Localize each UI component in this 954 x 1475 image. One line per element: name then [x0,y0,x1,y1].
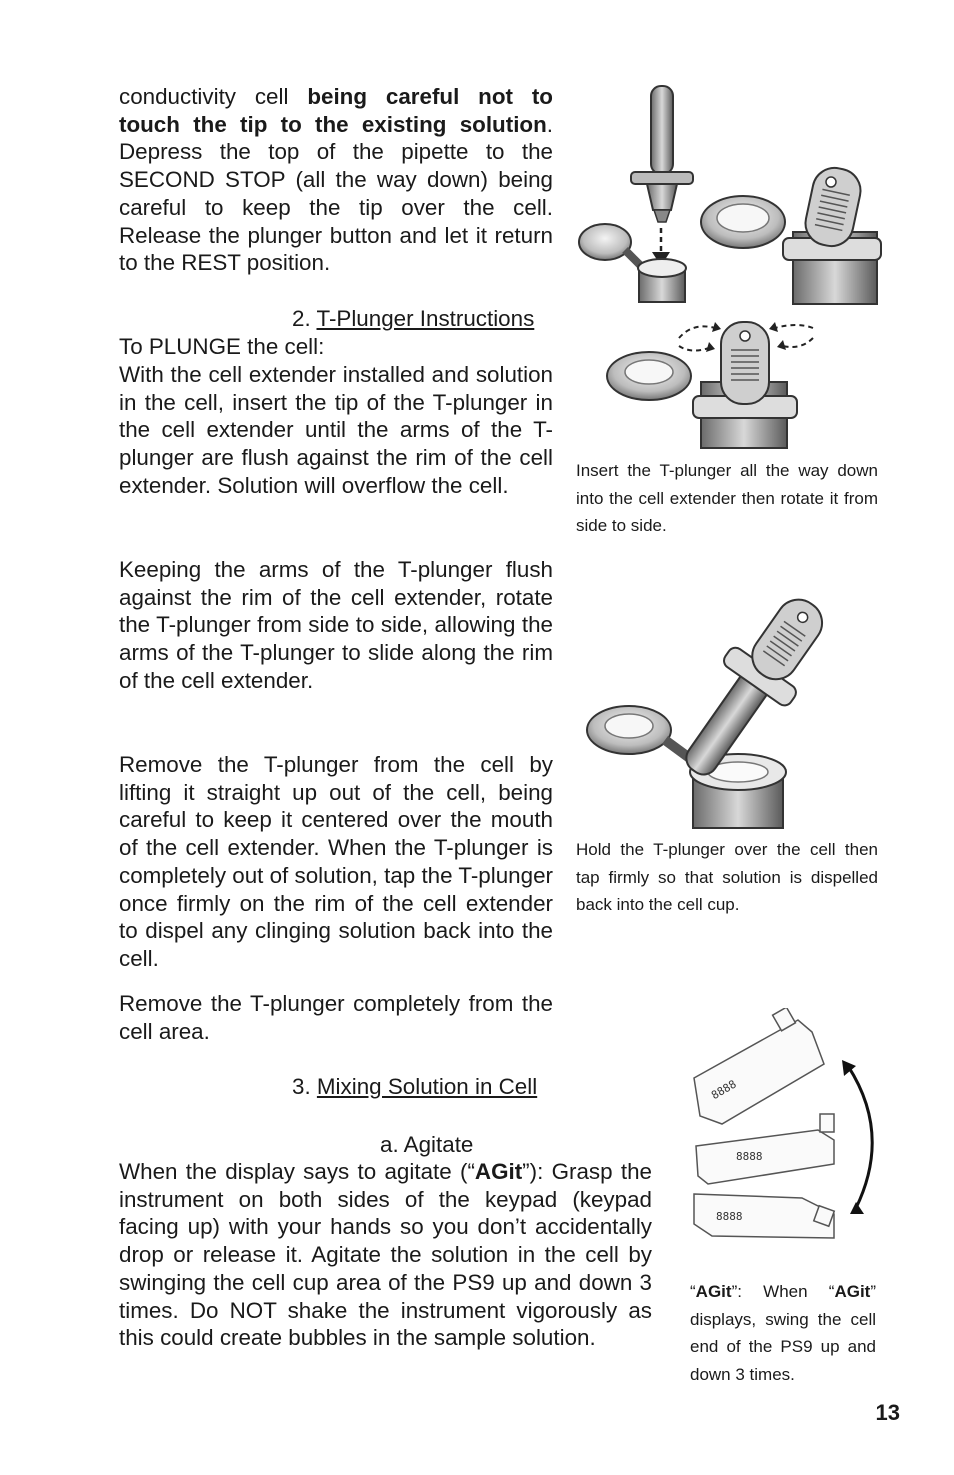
section-title: T-Plunger Instructions [316,306,535,331]
section-heading-t-plunger [292,305,534,333]
paragraph-text: ”): Grasp the instrument on both sides of the keypad (keypad facing up) with your hands so you don’t accidentally drop or release it. Agitate the solution in the cell by swinging the cell cup area of the PS9 up and down 3 times. Do NOT shake the instrument vigorously as this could create bubbles in the sample solution. [119,1159,652,1351]
cell-cup-icon [579,224,686,302]
lcd-display: 8888 [716,1210,743,1223]
display-code-agit: AGit [474,1159,523,1184]
caption-text: “ [690,1282,696,1301]
display-code-agit: AGit [834,1282,871,1301]
caption-text: ” displays, swing the cell end of the PS9 up and down 3 times. [690,1282,876,1384]
display-code-agit: AGit [695,1282,732,1301]
paragraph-agitate [119,1158,652,1352]
pipette-icon [631,86,693,266]
instrument-up-icon [694,1008,824,1124]
paragraph-rotate: Keeping the arms of the T-plunger flush against the rim of the cell extender, rotate the T-plunger from side to side, allowing the arms of the T-plunger to slide along the rim of the cell extender. [119,557,553,693]
section-heading-mixing [292,1073,537,1101]
paragraph-pipette-continued [119,83,553,277]
figure-agitate-instrument [686,1008,886,1248]
paragraph-remove-complete: Remove the T-plunger completely from the cell area. [119,991,553,1044]
page-number: 13 [875,1400,900,1425]
caption-agit-display [690,1278,876,1388]
plunge-intro: To PLUNGE the cell: [119,334,325,359]
cell-cup-icon [587,706,786,828]
paragraph-text: conductivity cell [119,84,308,109]
paragraph-plunge: With the cell extender installed and solution in the cell, insert the tip of the T-plunger in the cell extender until the arms of the T-plunger are flush against the rim of the cell extender. Solution will overflow the cell. [119,362,553,498]
paragraph-remove: Remove the T-plunger from the cell by lifting it straight up out of the cell, being careful to keep it centered over the mouth of the cell extender. When the T-plunger is completely out of solution, tap the T-plunger once firmly on the rim of the cell extender to dispel any clinging solution back into the cell. [119,752,553,971]
paragraph-text: When the display says to agitate (“ [119,1159,475,1184]
section-title: Mixing Solution in Cell [316,1074,538,1099]
t-plunger-rotate-icon [607,322,797,448]
caption-text: ”: When “ [731,1282,835,1301]
section-number: 2. [292,306,317,331]
section-number: 3. [292,1074,317,1099]
caption-insert-t-plunger: Insert the T-plunger all the way down into the cell extender then rotate it from side to side. [576,461,878,535]
instrument-middle-icon [696,1114,834,1184]
bold-warning-text: being careful not to touch the tip to the existing solution [119,84,553,137]
paragraph-text: . Depress the top of the pipette to the SECOND STOP (all the way down) being careful to keep the tip over the cell. Release the plunger button and let it return to the REST position. [119,111,553,276]
figure-t-plunger-tap [583,590,853,830]
figure-pipette-and-t-plunger [575,82,885,452]
caption-tap-t-plunger: Hold the T-plunger over the cell then tap firmly so that solution is dispelled back into the cell cup. [576,840,878,914]
lcd-display: 8888 [709,1077,739,1103]
swing-arrow-icon [842,1060,872,1214]
lcd-display: 8888 [736,1150,763,1163]
subsection-heading-agitate: a. Agitate [380,1132,474,1157]
t-plunger-installed-icon [701,164,881,304]
